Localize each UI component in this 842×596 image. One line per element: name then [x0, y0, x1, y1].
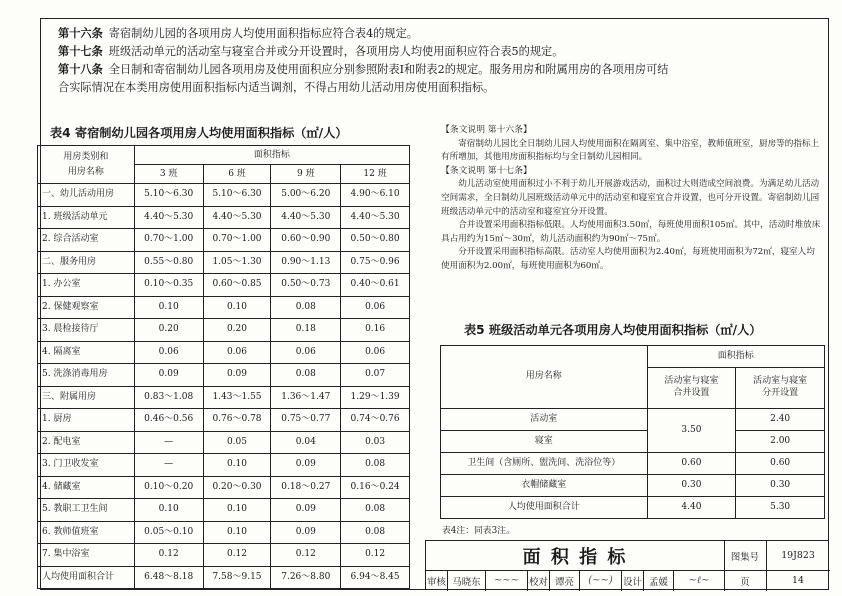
table4-row-name: 2. 配电室	[38, 431, 135, 454]
table4-col-header: 9 班	[271, 165, 341, 184]
table4-cell: 0.10～0.20	[134, 476, 203, 499]
clause-18: 第十八条 全日制和寄宿制幼儿园各项用房及使用面积应分别参照附表Ⅰ和附表2的规定。服务用房和附属用房的各项用房可结	[58, 63, 669, 76]
table4-cell: 0.06	[271, 341, 341, 364]
table4-cell: 0.09	[271, 454, 341, 477]
table4-cell: 0.75～0.96	[341, 251, 410, 274]
table4-cell: 0.12	[271, 544, 341, 567]
table4-cell: 1.05～1.30	[203, 251, 271, 274]
table5	[440, 345, 825, 519]
table5-col-separate: 活动室与寝室 分开设置	[736, 368, 825, 409]
table4-row-name: 2. 综合活动室	[38, 229, 135, 252]
drawing-title: 面 积 指 标	[522, 546, 628, 568]
table5-cell: 0.60	[736, 453, 825, 475]
table4-row	[38, 499, 410, 522]
table5-cell: 5.30	[736, 497, 825, 519]
table4-cell: 0.60～0.85	[203, 274, 271, 297]
table4-cell: 0.08	[341, 521, 410, 544]
reviewer-name: 马晓东	[448, 570, 486, 591]
table4-cell: 0.50～0.73	[271, 274, 341, 297]
table4-cell: 0.08	[271, 296, 341, 319]
table4-row	[38, 521, 410, 544]
table4-row-name: 三、附属用房	[38, 386, 135, 409]
table4-cell: 0.06	[203, 341, 271, 364]
table4-cell: 0.06	[341, 341, 410, 364]
table4-name-header: 用房类别和 用房名称	[38, 146, 135, 184]
explanation-17-body-a: 幼儿活动室使用面积过小不利于幼儿开展游戏活动，面积过大则造成空间浪费。为满足幼儿活动空间需求，全日制幼儿园班级活动单元中的活动室和寝室宜合并设置，也可分开设置。寄宿制幼儿园班级活动单元中的活动室和寝室宜分开设置。	[441, 179, 820, 217]
table5-group-header: 面积指标	[647, 346, 824, 368]
table4-cell: 0.90～1.13	[271, 251, 341, 274]
table5-cell: 0.30	[647, 475, 736, 497]
explanation-17-body-b: 合并设置采用面积指标低限。人均使用面积3.50㎡，每班使用面积105㎡。其中，活动时堆放床具占用约为15㎡～30㎡，幼儿活动面积约为90㎡～75㎡。	[441, 220, 821, 244]
table4-cell: 0.05	[203, 431, 271, 454]
table4-cell: 0.12	[134, 544, 203, 567]
table4-cell: 0.12	[341, 544, 410, 567]
table5-merged-value: 3.50	[647, 409, 736, 453]
clause-17: 第十七条 班级活动单元的活动室与寝室合并或分开设置时，各项用房人均使用面积应符合表5的规定。	[58, 45, 564, 58]
table4-cell: 0.50～0.80	[341, 229, 410, 252]
table4-cell: 6.94～8.45	[341, 566, 410, 589]
reviewer-signature: ~~~	[486, 570, 528, 591]
table4-cell: 0.10	[134, 296, 203, 319]
table4-cell: 0.10	[203, 296, 271, 319]
table4-cell: 0.75～0.77	[271, 409, 341, 432]
table5-row-name: 人均使用面积合计	[441, 497, 648, 519]
table4-row-name: 二、服务用房	[38, 251, 135, 274]
design-label: 设计	[622, 570, 644, 591]
table4-row-name: 4. 储藏室	[38, 476, 135, 499]
table4	[37, 145, 410, 589]
table4-row	[38, 476, 410, 499]
table4-row	[38, 566, 410, 589]
table4-row	[38, 229, 410, 252]
table4-cell: 0.09	[271, 521, 341, 544]
table4-cell: 4.40～5.30	[203, 206, 271, 229]
table4-cell: 1.29～1.39	[341, 386, 410, 409]
table4-cell: 0.10	[134, 499, 203, 522]
table4-cell: 5.10～6.30	[134, 184, 203, 207]
table4-cell: 0.70～1.00	[134, 229, 203, 252]
table4-cell: —	[134, 431, 203, 454]
explanation-16-heading: 【条文说明 第十六条】	[441, 125, 532, 135]
table4-row-name: 人均使用面积合计	[38, 566, 135, 589]
table4-cell: 4.40～5.30	[134, 206, 203, 229]
table4-row	[38, 544, 410, 567]
table4-cell: 0.40～0.61	[341, 274, 410, 297]
table5-name-header: 用房名称	[441, 346, 648, 409]
table5-row-name: 衣帽储藏室	[441, 475, 648, 497]
table4-cell: —	[134, 454, 203, 477]
title-block	[425, 540, 829, 590]
table4-cell: 0.46～0.56	[134, 409, 203, 432]
designer-name: 孟媛	[644, 570, 674, 591]
table4-cell: 0.07	[341, 364, 410, 387]
table4-cell: 0.10	[203, 499, 271, 522]
table4-cell: 0.12	[203, 544, 271, 567]
table4-cell: 0.08	[271, 364, 341, 387]
table4-row-name: 1. 厨房	[38, 409, 135, 432]
table4-cell: 0.03	[341, 431, 410, 454]
table4-row-name: 7. 集中浴室	[38, 544, 135, 567]
table4-row	[38, 386, 410, 409]
table4-row-name: 4. 隔离室	[38, 341, 135, 364]
table4-cell: 0.08	[341, 499, 410, 522]
table4-row-name: 1. 办公室	[38, 274, 135, 297]
table4-title: 表4 寄宿制幼儿园各项用房人均使用面积指标（㎡/人）	[50, 126, 348, 140]
table4-cell: 4.40～5.30	[271, 206, 341, 229]
table4-cell: 0.83～1.08	[134, 386, 203, 409]
table4-cell: 0.70～1.00	[203, 229, 271, 252]
table5-col-merged: 活动室与寝室 合并设置	[647, 368, 736, 409]
table4-cell: 0.20～0.30	[203, 476, 271, 499]
table4-cell: 0.55～0.80	[134, 251, 203, 274]
clause-16: 第十六条 寄宿制幼儿园的各项用房人均使用面积指标应符合表4的规定。	[58, 27, 418, 40]
table4-row-name: 2. 保健观察室	[38, 296, 135, 319]
review-label: 审核	[426, 570, 448, 591]
table5-cell: 4.40	[647, 497, 736, 519]
clause-18-continuation: 合实际情况在本类用房使用面积指标内适当调剂，不得占用幼儿活动用房使用面积指标。	[58, 81, 495, 94]
table4-row	[38, 364, 410, 387]
table4-cell: 0.06	[134, 341, 203, 364]
check-label: 校对	[528, 570, 550, 591]
table4-cell: 7.58～9.15	[203, 566, 271, 589]
table4-group-header: 面积指标	[134, 146, 409, 165]
table4-cell: 0.10	[203, 521, 271, 544]
table4-cell: 0.10	[203, 454, 271, 477]
table4-col-header: 6 班	[203, 165, 271, 184]
table4-cell: 5.00～6.20	[271, 184, 341, 207]
table4-cell: 0.16	[341, 319, 410, 342]
checker-signature: (~~)	[580, 570, 622, 591]
explanation-16-body: 寄宿制幼儿园比全日制幼儿园人均使用面积在隔离室、集中浴室，教师值班室，厨房等的指标上有所增加，其他用房面积指标均与全日制幼儿园相同。	[441, 138, 820, 163]
table5-row-name: 卫生间（含厕所、盥洗间、洗浴位等）	[441, 453, 648, 475]
explanation-17-body-c: 分开设置采用面积指标高限。活动室人均使用面积为2.40㎡，每班使用面积为72㎡，寝室人均使用面积为2.00㎡，每班使用面积为60㎡。	[441, 247, 815, 271]
table5-cell: 2.40	[736, 409, 825, 431]
table5-row-name: 寝室	[441, 431, 648, 453]
table4-cell: 7.26～8.80	[271, 566, 341, 589]
table4-row	[38, 296, 410, 319]
table5-cell: 0.30	[736, 475, 825, 497]
explanation-text	[441, 124, 823, 274]
table4-row	[38, 341, 410, 364]
table4-cell: 0.16～0.24	[341, 476, 410, 499]
table4-cell: 5.10～6.30	[203, 184, 271, 207]
table4-row	[38, 274, 410, 297]
table4-cell: 1.36～1.47	[271, 386, 341, 409]
explanation-17-heading: 【条文说明 第十七条】	[441, 165, 532, 176]
table4-cell: 0.06	[341, 296, 410, 319]
table4-cell: 0.08	[341, 454, 410, 477]
table4-cell: 0.09	[203, 364, 271, 387]
table4-row-name: 3. 晨检接待厅	[38, 319, 135, 342]
table4-row	[38, 206, 410, 229]
table4-cell: 6.48～8.18	[134, 566, 203, 589]
table4-cell: 0.60～0.90	[271, 229, 341, 252]
table4-col-header: 3 班	[134, 165, 203, 184]
table4-row-name: 5. 洗涤消毒用房	[38, 364, 135, 387]
table4-cell: 1.43～1.55	[203, 386, 271, 409]
table4-cell: 0.20	[203, 319, 271, 342]
table5-cell: 2.00	[736, 431, 825, 453]
table4-row	[38, 409, 410, 432]
table-note: 表4注：同表3注。	[442, 526, 515, 536]
table4-row-name: 1. 班级活动单元	[38, 206, 135, 229]
table4-cell: 4.90～6.10	[341, 184, 410, 207]
table4-col-header: 12 班	[341, 165, 410, 184]
table4-row	[38, 319, 410, 342]
table4-cell: 0.05～0.10	[134, 521, 203, 544]
table4-row-name: 3. 门卫收发室	[38, 454, 135, 477]
table4-row	[38, 431, 410, 454]
table4-cell: 4.40～5.30	[341, 206, 410, 229]
table4-cell: 0.76～0.78	[203, 409, 271, 432]
atlas-number: 19J823	[781, 550, 815, 561]
table4-cell: 0.18～0.27	[271, 476, 341, 499]
table4-row	[38, 251, 410, 274]
table5-title: 表5 班级活动单元各项用房人均使用面积指标（㎡/人）	[464, 323, 762, 337]
table4-row-name: 一、幼儿活动用房	[38, 184, 135, 207]
table4-row	[38, 454, 410, 477]
table4-cell: 0.04	[271, 431, 341, 454]
designer-signature: ~ℓ~	[688, 575, 710, 586]
table4-cell: 0.74～0.76	[341, 409, 410, 432]
table4-cell: 0.20	[134, 319, 203, 342]
atlas-label: 图集号	[730, 551, 760, 563]
table5-row-name: 活动室	[441, 409, 648, 431]
table4-cell: 0.09	[271, 499, 341, 522]
table4-row-name: 5. 教职工卫生间	[38, 499, 135, 522]
table4-cell: 0.18	[271, 319, 341, 342]
page-number: 14	[792, 575, 804, 586]
table4-row-name: 6. 教师值班室	[38, 521, 135, 544]
table4-cell: 0.09	[134, 364, 203, 387]
checker-name: 谭亮	[550, 570, 580, 591]
table4-cell: 0.10～0.35	[134, 274, 203, 297]
table5-cell: 0.60	[647, 453, 736, 475]
page-label: 页	[740, 576, 750, 588]
table4-row	[38, 184, 410, 207]
